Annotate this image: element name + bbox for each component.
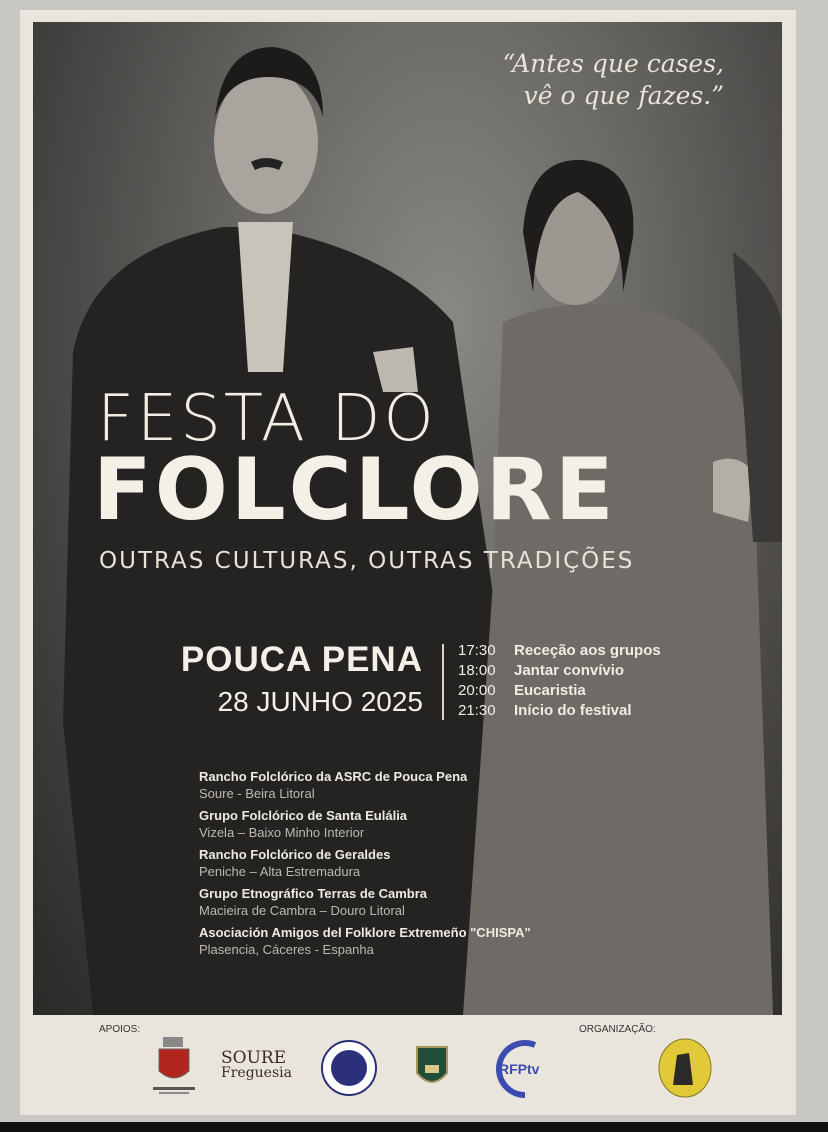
event-date: 28 JUNHO 2025 bbox=[217, 686, 423, 717]
event-info bbox=[181, 640, 423, 718]
subtitle: OUTRAS CULTURAS, OUTRAS TRADIÇÕES bbox=[99, 548, 635, 574]
schedule bbox=[458, 641, 661, 721]
rfptv-logo bbox=[495, 1037, 553, 1099]
schedule-label: Eucaristia bbox=[514, 682, 586, 699]
event-place: POUCA PENA bbox=[180, 640, 423, 679]
group-item bbox=[199, 924, 531, 958]
schedule-label: Início do festival bbox=[514, 702, 632, 719]
group-location: Vizela – Baixo Minho Interior bbox=[199, 825, 365, 840]
group-item bbox=[199, 768, 531, 802]
schedule-label: Jantar convívio bbox=[514, 662, 625, 679]
schedule-time: 18:00 bbox=[458, 662, 496, 679]
freguesia-crest-logo bbox=[407, 1039, 457, 1097]
groups-list bbox=[199, 768, 531, 963]
freguesia-logo-text: Freguesia bbox=[221, 1065, 292, 1081]
rfptv-text: RFPtv bbox=[499, 1061, 540, 1077]
quote-line-2: vê o que fazes.” bbox=[523, 81, 724, 110]
group-name: Grupo Etnográfico Terras de Cambra bbox=[199, 886, 428, 901]
title-line-2: FOLCLORE bbox=[93, 440, 617, 540]
municipio-soure-logo bbox=[149, 1035, 199, 1097]
soure-freguesia-logo bbox=[221, 1048, 292, 1081]
schedule-time: 21:30 bbox=[458, 702, 496, 719]
organization-label: ORGANIZAÇÃO: bbox=[579, 1024, 656, 1035]
quote-line-1: “Antes que cases, bbox=[502, 49, 724, 78]
schedule-item bbox=[458, 701, 661, 721]
group-location: Soure - Beira Litoral bbox=[199, 786, 315, 801]
quote bbox=[503, 48, 724, 112]
group-item bbox=[199, 807, 531, 841]
schedule-time: 20:00 bbox=[458, 682, 496, 699]
federacao-folclore-logo bbox=[320, 1039, 378, 1097]
title-line-1: FESTA DO bbox=[97, 382, 437, 456]
group-item bbox=[199, 846, 531, 880]
group-location: Macieira de Cambra – Douro Litoral bbox=[199, 903, 405, 918]
group-location: Peniche – Alta Estremadura bbox=[199, 864, 361, 879]
group-location: Plasencia, Cáceres - Espanha bbox=[199, 942, 374, 957]
group-item bbox=[199, 885, 531, 919]
divider bbox=[442, 644, 444, 720]
schedule-time: 17:30 bbox=[458, 642, 496, 659]
bottom-bar bbox=[0, 1122, 828, 1132]
schedule-item bbox=[458, 681, 661, 701]
group-name: Rancho Folclórico da ASRC de Pouca Pena bbox=[199, 769, 468, 784]
group-name: Rancho Folclórico de Geraldes bbox=[199, 847, 391, 862]
organizer-logo bbox=[657, 1037, 713, 1099]
supports-label: APOIOS: bbox=[99, 1024, 141, 1035]
schedule-label: Receção aos grupos bbox=[514, 642, 661, 659]
vintage-couple-photo bbox=[33, 22, 782, 1015]
group-name: Grupo Folclórico de Santa Eulália bbox=[199, 808, 408, 823]
sponsors-footer bbox=[33, 1015, 782, 1115]
soure-logo-text: SOURE bbox=[221, 1048, 287, 1068]
schedule-item bbox=[458, 641, 661, 661]
schedule-item bbox=[458, 661, 661, 681]
group-name: Asociación Amigos del Folklore Extremeño "CHISPA" bbox=[199, 925, 531, 940]
